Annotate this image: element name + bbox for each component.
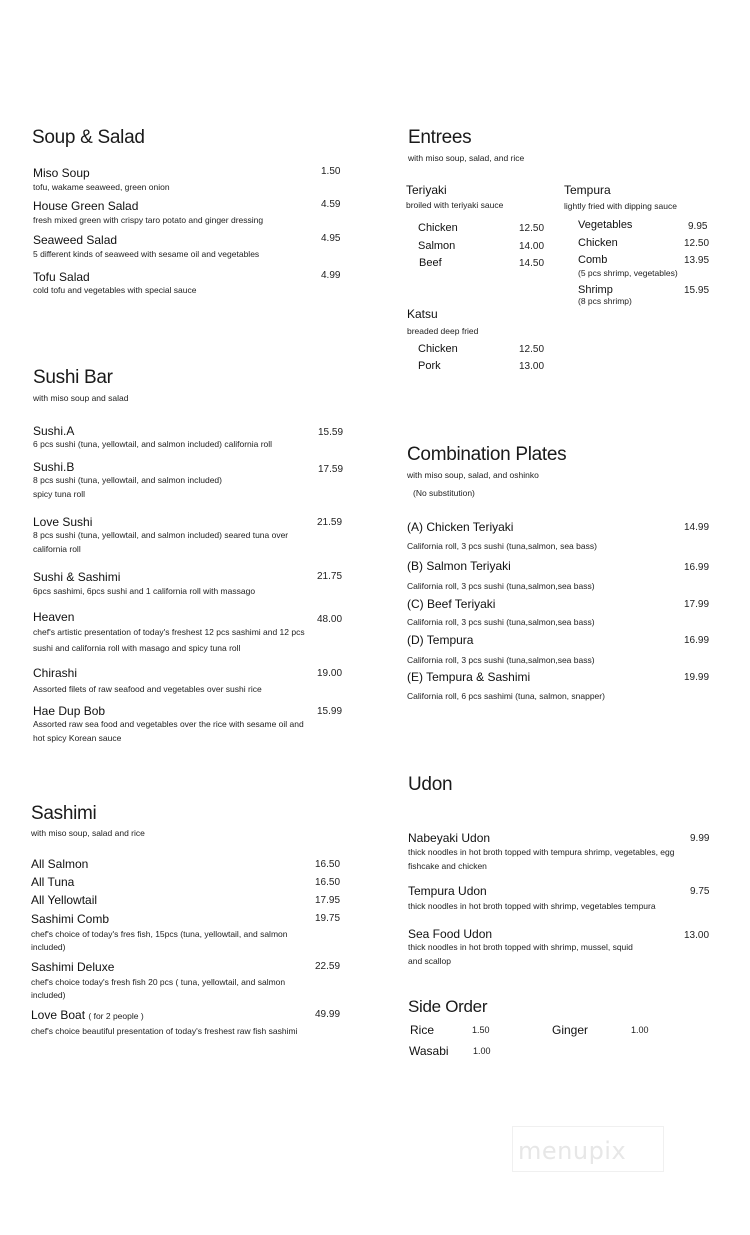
menu-item-desc: thick noodles in hot broth topped with shrimp, mussel, squid [408,942,633,952]
menu-item-desc: Assorted raw sea food and vegetables over the rice with sesame oil and [33,719,304,729]
menu-item-name: Seaweed Salad [33,233,118,247]
sashimi-subtitle: with miso soup, salad and rice [31,828,145,838]
menu-item-desc: spicy tuna roll [33,489,85,499]
tempura-title: Tempura [564,183,611,197]
menu-item-desc: fishcake and chicken [408,861,487,871]
menu-item-desc: 8 pcs sushi (tuna, yellowtail, and salmon included) seared tuna over [33,530,289,540]
menu-item-desc: 6 pcs sushi (tuna, yellowtail, and salmon included) california roll [33,439,273,449]
menu-item-name: Chicken [418,343,458,355]
menu-item-name: (D) Tempura [407,633,474,647]
side-order-title: Side Order [408,997,488,1016]
menu-item-desc: california roll [33,544,81,554]
menu-item-name: (E) Tempura & Sashimi [407,670,531,684]
sashimi-title: Sashimi [31,803,97,824]
menu-item-price: 12.50 [519,344,545,355]
menu-item-name: Chirashi [33,666,78,680]
combination-subtitle: with miso soup, salad, and oshinko [407,470,539,480]
katsu-subtitle: breaded deep fried [407,326,479,336]
menu-item-price: 17.99 [684,599,710,610]
menu-item-price: 15.99 [317,706,343,717]
menu-item-price: 16.99 [684,562,710,573]
menu-item-desc: and scallop [408,956,452,966]
menu-item-desc: California roll, 3 pcs sushi (tuna,salmon, sea bass) [407,541,597,551]
menu-item-name: Rice [410,1023,435,1037]
menu-item-name: Pork [418,360,441,372]
menu-item-price: 17.59 [318,464,344,475]
menu-item-desc: California roll, 6 pcs sashimi (tuna, salmon, snapper) [407,691,605,701]
menu-item-name: (C) Beef Teriyaki [407,597,496,611]
menu-item-name: Wasabi [409,1044,449,1058]
menu-item-desc: fresh mixed green with crispy taro potato and ginger dressing [33,215,264,225]
menu-item-name: (B) Salmon Teriyaki [407,559,511,573]
menu-item-desc: sushi and california roll with masago and spicy tuna roll [33,643,241,653]
watermark-logo: menupix [518,1137,627,1165]
menu-item-price: 4.59 [321,199,341,210]
menu-item-price: 21.75 [317,571,343,582]
menu-item-price: 12.50 [519,223,545,234]
menu-item-name: All Yellowtail [31,893,98,907]
menu-item-name: Miso Soup [33,166,90,180]
menu-item-name: Sushi.B [33,460,75,474]
menu-item-name: Chicken [578,237,618,249]
menu-item-desc: hot spicy Korean sauce [33,733,122,743]
menu-item-desc: tofu, wakame seaweed, green onion [33,182,170,192]
menu-item-price: 14.00 [519,241,545,252]
soup-salad-title: Soup & Salad [32,127,145,148]
menu-item-price: 1.00 [473,1046,491,1056]
teriyaki-subtitle: broiled with teriyaki sauce [406,200,504,210]
menu-item-name-text: Love Boat [31,1008,86,1022]
menu-item-name: Heaven [33,610,75,624]
menu-item-desc: 8 pcs sushi (tuna, yellowtail, and salmon included) [33,475,222,485]
menu-item-price: 13.95 [684,255,710,266]
menu-item-name: Tofu Salad [33,270,90,284]
menu-item-desc: chef's artistic presentation of today's freshest 12 pcs sashimi and 12 pcs [33,627,305,637]
menu-item-desc: chef's choice of today's fres fish, 15pcs (tuna, yellowtail, and salmon [31,929,288,939]
entrees-title: Entrees [408,127,472,148]
menu-item-name: Salmon [418,240,456,252]
menu-item-desc: 6pcs sashimi, 6pcs sushi and 1 california roll with massago [33,586,256,596]
katsu-title: Katsu [407,307,438,321]
menu-item-name: (A) Chicken Teriyaki [407,520,514,534]
menu-item-price: 1.00 [631,1025,649,1035]
menu-item-name: Love Sushi [33,515,93,529]
menu-item-price: 21.59 [317,517,343,528]
combination-note: (No substitution) [413,488,475,498]
menu-item-note: (8 pcs shrimp) [578,296,632,306]
menu-item-price: 16.50 [315,877,341,888]
menu-item-price: 22.59 [315,961,341,972]
menu-item-name: Chicken [418,222,458,234]
menu-item-name: Shrimp [578,284,613,296]
menu-item-name: All Tuna [31,875,75,889]
menu-item-desc: thick noodles in hot broth topped with shrimp, vegetables tempura [408,901,656,911]
menu-item-price: 1.50 [321,166,341,177]
menu-item-price: 13.00 [684,930,710,941]
menu-item-price: 19.75 [315,913,341,924]
menu-item-name: Nabeyaki Udon [408,831,491,845]
menu-item-price: 9.95 [688,221,708,232]
menu-item-price: 9.99 [690,833,710,844]
menu-item-name: Tempura Udon [408,884,487,898]
menu-item-name: Sushi.A [33,424,75,438]
udon-title: Udon [408,774,453,795]
entrees-subtitle: with miso soup, salad, and rice [408,153,525,163]
menu-item-price: 15.95 [684,285,710,296]
menu-item-price: 17.95 [315,895,341,906]
menu-item-name: Vegetables [578,219,633,231]
menu-item-name: Sushi & Sashimi [33,570,121,584]
menu-item-price: 13.00 [519,361,545,372]
menu-item-price: 19.99 [684,672,710,683]
menu-item-name: Beef [419,257,442,269]
menu-item-desc: California roll, 3 pcs sushi (tuna,salmon,sea bass) [407,581,595,591]
menu-item-desc: included) [31,942,66,952]
menu-item-name: Sashimi Comb [31,912,110,926]
menu-item-desc: 5 different kinds of seaweed with sesame oil and vegetables [33,249,260,259]
menu-item-price: 49.99 [315,1009,341,1020]
menu-item-name: Sashimi Deluxe [31,960,115,974]
menu-item-name [31,1008,144,1023]
menu-item-desc: thick noodles in hot broth topped with tempura shrimp, vegetables, egg [408,847,675,857]
menu-item-price: 16.99 [684,635,710,646]
tempura-subtitle: lightly fried with dipping sauce [564,201,677,211]
menu-item-name: Sea Food Udon [408,927,493,941]
menu-item-desc: California roll, 3 pcs sushi (tuna,salmon,sea bass) [407,655,595,665]
menu-item-price: 19.00 [317,668,343,679]
menu-item-name: Comb [578,254,608,266]
menu-item-desc: California roll, 3 pcs sushi (tuna,salmon,sea bass) [407,617,595,627]
menu-item-name: All Salmon [31,857,89,871]
menu-item-price: 16.50 [315,859,341,870]
menu-item-price: 4.99 [321,270,341,281]
menu-item-price: 15.59 [318,427,344,438]
menu-item-price: 9.75 [690,886,710,897]
combination-title: Combination Plates [407,444,567,465]
menu-item-price: 12.50 [684,238,710,249]
menu-item-price: 1.50 [472,1025,490,1035]
menu-item-price: 4.95 [321,233,341,244]
menu-item-note: ( for 2 people ) [88,1011,144,1021]
menu-item-price: 14.99 [684,522,710,533]
menu-item-desc: included) [31,990,66,1000]
menu-item-note: (5 pcs shrimp, vegetables) [578,268,678,278]
teriyaki-title: Teriyaki [406,183,447,197]
menu-item-desc: chef's choice today's fresh fish 20 pcs ( tuna, yellowtail, and salmon [31,977,286,987]
menu-item-desc: Assorted filets of raw seafood and vegetables over sushi rice [33,684,262,694]
menu-item-price: 14.50 [519,258,545,269]
menu-item-price: 48.00 [317,614,343,625]
sushi-bar-subtitle: with miso soup and salad [33,393,129,403]
menu-item-desc: chef's choice beautiful presentation of today's freshest raw fish sashimi [31,1026,298,1036]
menu-item-desc: cold tofu and vegetables with special sauce [33,285,197,295]
menu-item-name: House Green Salad [33,199,139,213]
menu-item-name: Ginger [552,1023,589,1037]
sushi-bar-title: Sushi Bar [33,367,113,388]
menu-item-name: Hae Dup Bob [33,704,106,718]
